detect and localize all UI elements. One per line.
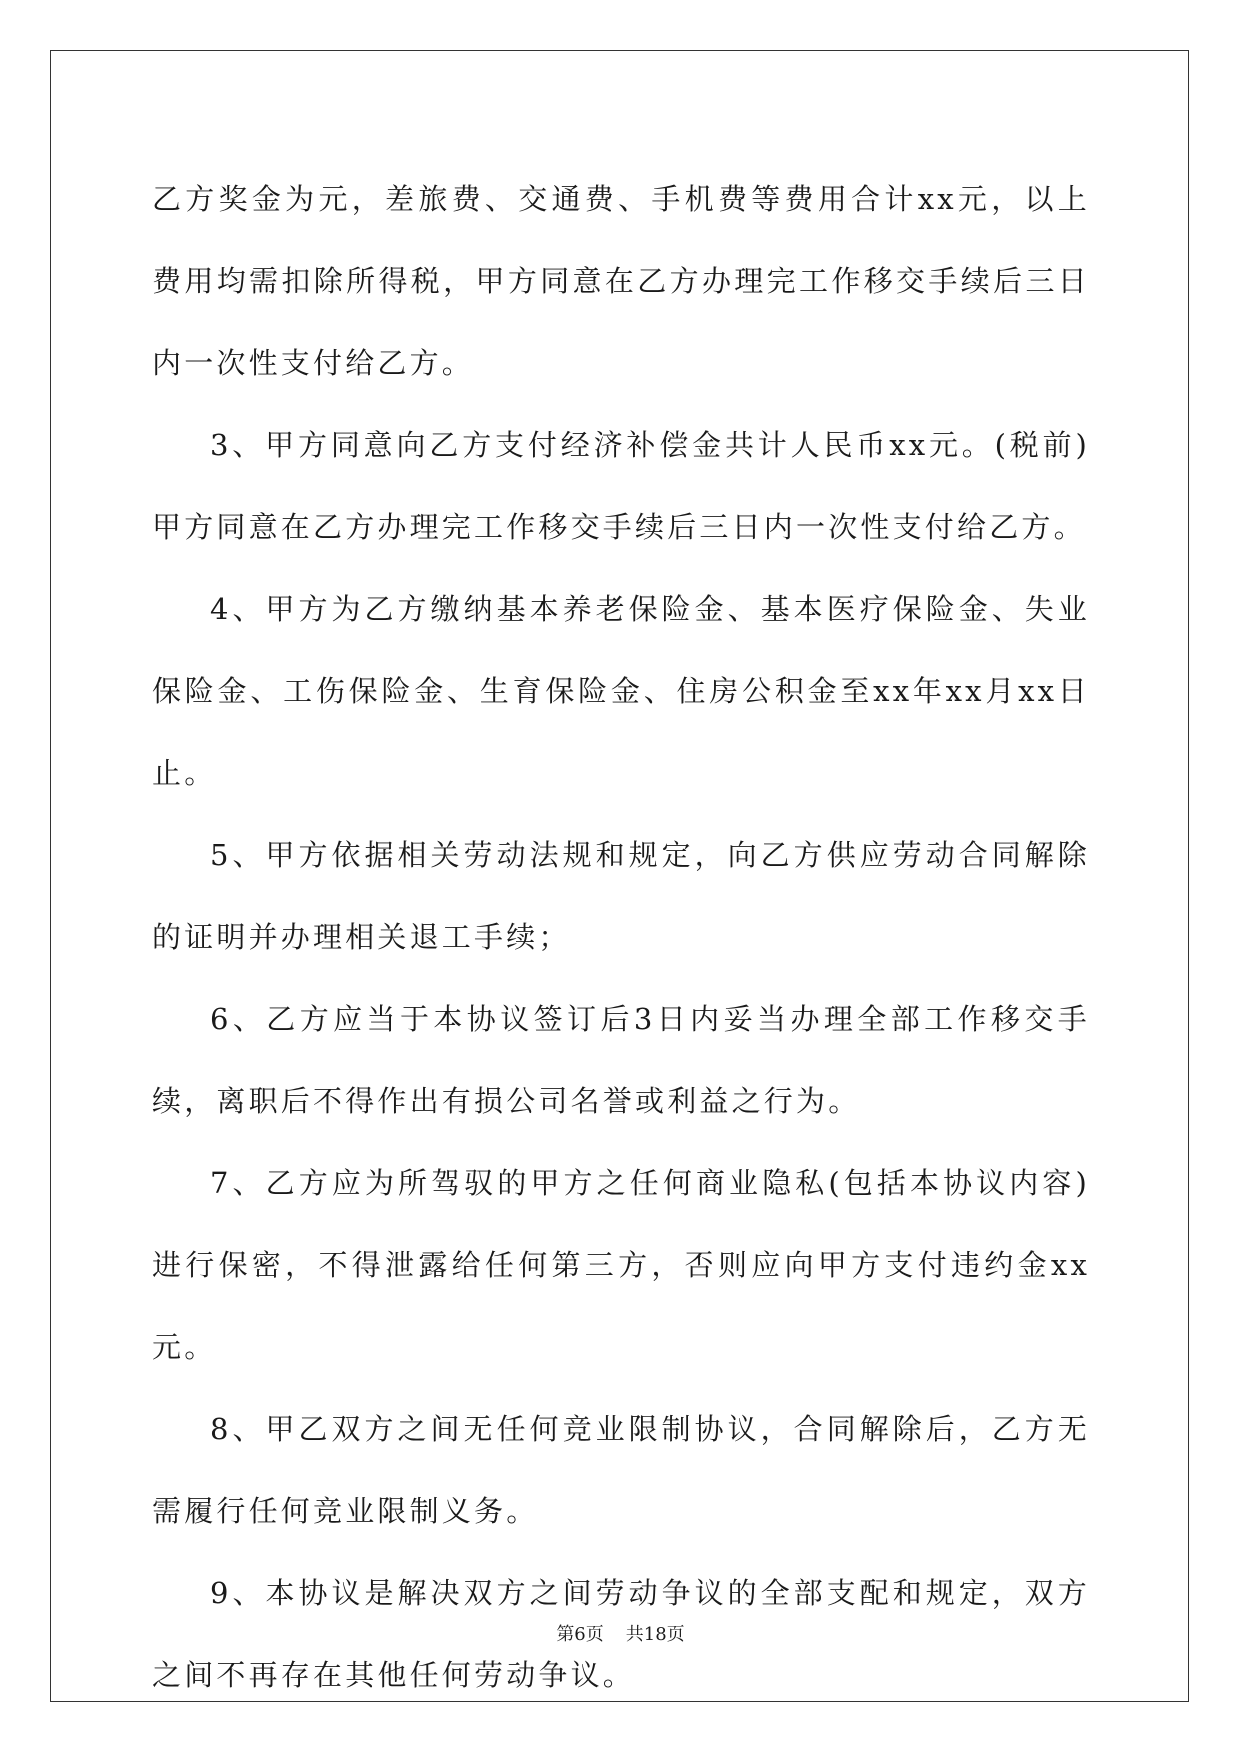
paragraph-clause-8: 8、甲乙双方之间无任何竞业限制协议，合同解除后，乙方无需履行任何竞业限制义务。: [152, 1412, 1090, 1528]
paragraph-clause-3: 3、甲方同意向乙方支付经济补偿金共计人民币xx元。(税前)甲方同意在乙方办理完工作移交手续后三日内一次性支付给乙方。: [152, 428, 1090, 544]
paragraph-clause-7: 7、乙方应为所驾驭的甲方之任何商业隐私(包括本协议内容)进行保密，不得泄露给任何第三方，否则应向甲方支付违约金xx元。: [152, 1166, 1090, 1364]
paragraph-clause-4: 4、甲方为乙方缴纳基本养老保险金、基本医疗保险金、失业保险金、工伤保险金、生育保险金、住房公积金至xx年xx月xx日止。: [152, 592, 1090, 790]
paragraph-clause-6: 6、乙方应当于本协议签订后3日内妥当办理全部工作移交手续，离职后不得作出有损公司名誉或利益之行为。: [152, 1002, 1090, 1118]
paragraph-clause-9: 9、本协议是解决双方之间劳动争议的全部支配和规定，双方之间不再存在其他任何劳动争议。: [152, 1576, 1090, 1692]
current-page-number: 第6页: [556, 1624, 604, 1645]
total-page-count: 共18页: [625, 1624, 685, 1645]
paragraph-clause-5: 5、甲方依据相关劳动法规和规定，向乙方供应劳动合同解除的证明并办理相关退工手续；: [152, 838, 1090, 954]
paragraph-continuation: 乙方奖金为元，差旅费、交通费、手机费等费用合计xx元，以上费用均需扣除所得税，甲方同意在乙方办理完工作移交手续后三日内一次性支付给乙方。: [152, 182, 1090, 380]
document-body: [152, 158, 1090, 1716]
page-footer: [0, 1620, 1241, 1646]
